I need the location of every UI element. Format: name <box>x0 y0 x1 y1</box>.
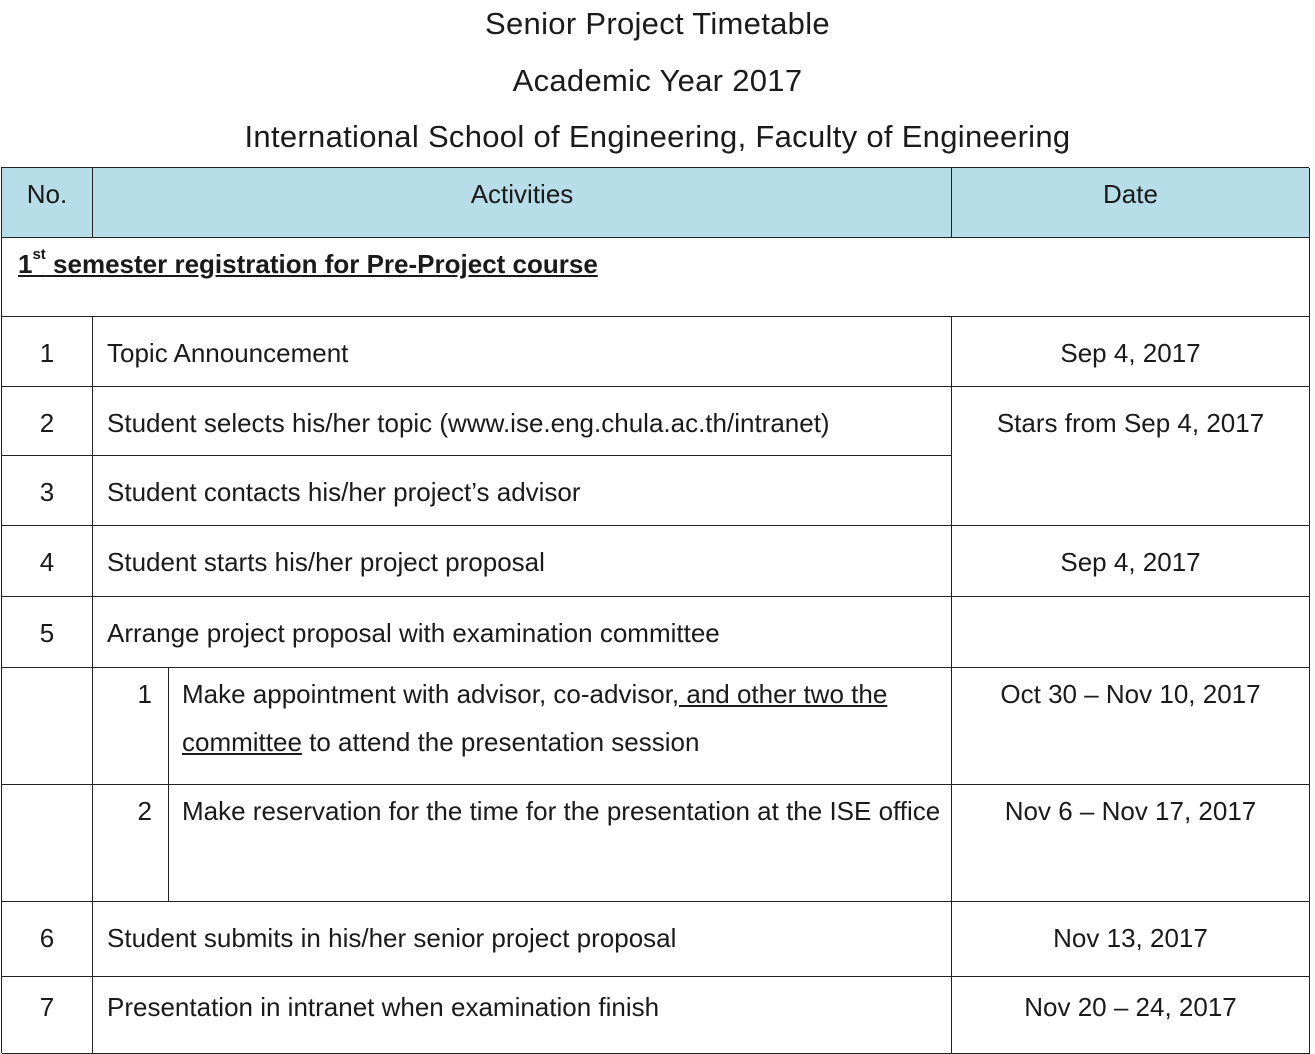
section-heading <box>2 238 1310 317</box>
row-activity: Topic Announcement <box>93 317 952 387</box>
row-activity: Arrange project proposal with examination committee <box>93 597 952 668</box>
blank-cell <box>2 785 93 902</box>
section-ordinal: st <box>32 246 46 264</box>
subrow-activity-text: Make appointment with advisor, co-advisor <box>182 679 672 709</box>
row-number: 5 <box>2 597 93 668</box>
row-number: 7 <box>2 977 93 1054</box>
subrow-activity: Make reservation for the time for the presentation at the ISE office <box>169 785 952 902</box>
blank-cell <box>2 668 93 785</box>
row-date: Nov 20 – 24, 2017 <box>952 977 1310 1054</box>
subrow-activity-text-end: to attend the presentation session <box>301 727 700 757</box>
row-date: Stars from Sep 4, 2017 <box>952 387 1310 526</box>
document-title: Senior Project Timetable <box>485 6 830 41</box>
section-number: 1 <box>18 249 33 279</box>
row-date: Nov 13, 2017 <box>952 902 1310 977</box>
row-date: Sep 4, 2017 <box>952 317 1310 387</box>
row-activity: Student submits in his/her senior project proposal <box>93 902 952 977</box>
row-activity: Presentation in intranet when examination finish <box>93 977 952 1054</box>
row-activity: Student contacts his/her project’s advisor <box>93 456 952 526</box>
academic-year-title: Academic Year 2017 <box>512 63 803 98</box>
row-number: 1 <box>2 317 93 387</box>
row-activity: Student starts his/her project proposal <box>93 526 952 597</box>
row-date <box>952 597 1310 668</box>
row-number: 6 <box>2 902 93 977</box>
row-date: Sep 4, 2017 <box>952 526 1310 597</box>
subrow-number: 1 <box>93 668 169 785</box>
subrow-date: Nov 6 – Nov 17, 2017 <box>952 785 1310 902</box>
row-activity: Student selects his/her topic (www.ise.eng.chula.ac.th/intranet) <box>93 387 952 456</box>
row-number: 2 <box>2 387 93 456</box>
subrow-number: 2 <box>93 785 169 902</box>
section-text: semester registration for Pre-Project course <box>45 249 598 279</box>
row-number: 4 <box>2 526 93 597</box>
timetable <box>1 167 1309 1053</box>
header-no: No. <box>2 168 93 238</box>
subrow-activity <box>169 668 952 785</box>
header-date: Date <box>952 168 1310 238</box>
subrow-activity-underlined: , and other two the committee <box>182 679 888 757</box>
header-activities: Activities <box>93 168 952 238</box>
row-number: 3 <box>2 456 93 526</box>
school-title: International School of Engineering, Faculty of Engineering <box>244 119 1071 154</box>
subrow-date: Oct 30 – Nov 10, 2017 <box>952 668 1310 785</box>
